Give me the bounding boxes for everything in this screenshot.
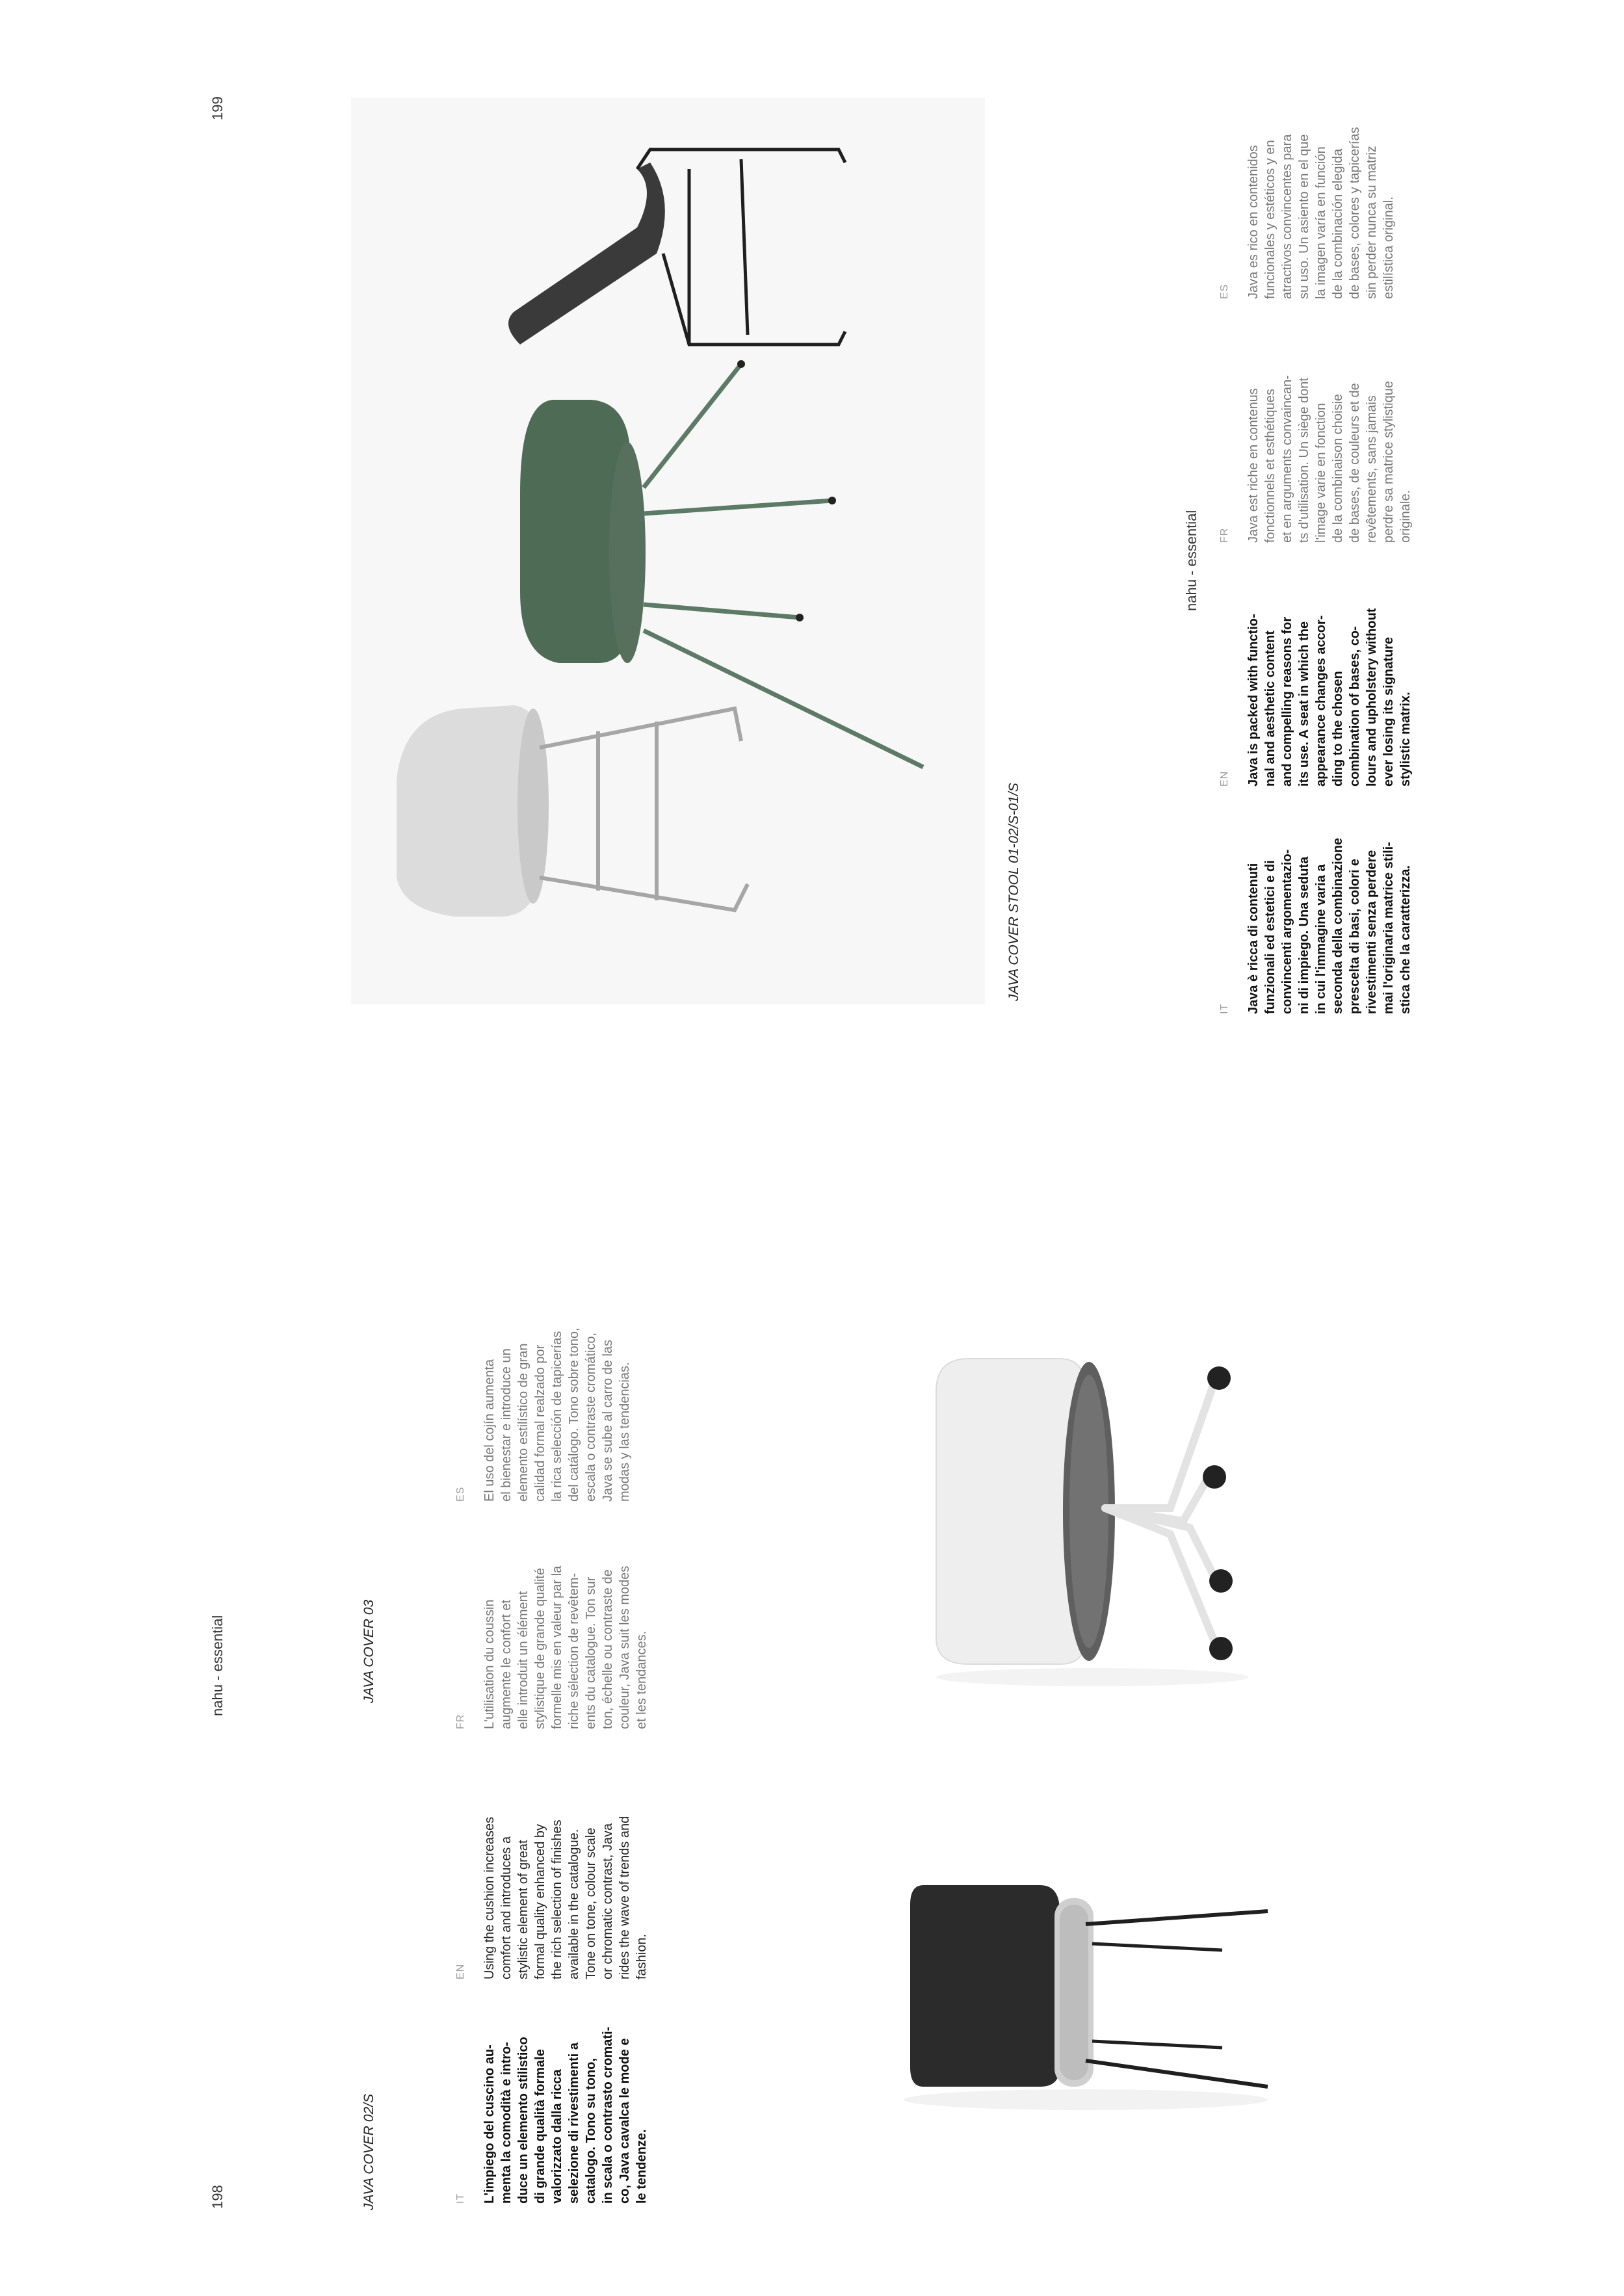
paragraph-en-right: Java is packed with functio- nal and aesthetic content and compelling reasons for its use. A seat in which the appearance changes accor- ding to the chosen combination of bases, co- lours and upholstery without ever losing its signature stylistic matrix. [1246,608,1413,787]
paragraph-it-right: Java è ricca di contenuti funzionali ed estetici e di convincenti argomentazio- ni di impiego. Una seduta in cui l'immagine varia a seconda della combinazione prescelta di basi, colori e rivestimenti senza perdere mai l'originaria matrice stili- stica che la caratterizza. [1246,837,1413,1014]
lang-label-it: IT [455,2193,466,2204]
caption-java-cover-stool: JAVA COVER STOOL 01-02/S-01/S [1006,783,1021,1001]
chair-white-castor-illustration [910,1339,1274,1703]
page-header-left: nahu - essential [209,1615,226,1716]
lang-label-en: EN [455,1963,466,1979]
photo-java-cover-stool [351,98,985,1004]
caption-java-cover-02s: JAVA COVER 02/S [361,2094,376,2210]
stools-illustration [351,98,985,1004]
chair-black-illustration [884,1872,1287,2119]
photo-java-cover-02s [884,1872,1287,2119]
lang-label-fr: FR [455,1714,466,1729]
lang-label-es-right: ES [1219,283,1230,299]
caption-java-cover-03: JAVA COVER 03 [361,1599,376,1703]
page-number-left: 198 [209,2185,226,2209]
lang-label-en-right: EN [1219,770,1230,787]
photo-java-cover-03 [910,1339,1274,1703]
paragraph-es-right: Java es rico en contenidos funcionales y estéticos y en atractivos convincentes para su uso. Un asiento en el que la imagen varía en función de la combinación elegida de bases, colores y tapicerías sin perder nunca su matriz estilística original. [1246,127,1396,299]
page-number-right: 199 [209,96,226,120]
paragraph-fr: L'utilisation du coussin augmente le confort et elle introduit un élément stylistique de grande qualité formelle mis en valeur par la riche sélection de revêtem- ents du catalogue. Ton sur ton, échelle ou contraste de couleur, Java suit les modes et les tendances. [482,1565,649,1729]
lang-label-fr-right: FR [1219,527,1230,543]
paragraph-fr-right: Java est riche en contenus fonctionnels et esthétiques et en arguments convaincan- ts d'utilisation. Un siège dont l'image varie en fonction de la combinaison choisie de bases, de couleurs et de revêtements, sans jamais perdre sa matrice stylistique originale. [1246,375,1413,543]
lang-label-es: ES [455,1486,466,1502]
page-header-right: nahu - essential [1183,510,1199,611]
lang-label-it-right: IT [1219,1003,1230,1014]
paragraph-it: L'impiego del cuscino au- menta la comodità e intro- duce un elemento stilistico di grande qualità formale valorizzato dalla ricca selezione di rivestimenti a catalogo. Tono su tono, in scala o contrasto cromati- co, Java cavalca le mode e le tendenze. [482,2026,649,2204]
text-block-es-right [1219,0,1397,299]
paragraph-es: El uso del cojín aumenta el bienestar e introduce un elemento estilístico de gran calidad formal realzado por la rica selección de tapicerías del catálogo. Tono sobre tono, escala o contraste cromático, Java se sube al carro de las modas y las tendencias. [482,1327,632,1502]
paragraph-en: Using the cushion increases comfort and introduces a stylistic element of great formal quality enhanced by the rich selection of finishes available in the catalogue. Tone on tone, colour scale or chromatic contrast, Java rides the wave of trends and fashion. [482,1816,649,1979]
text-block-es-left [455,1203,633,1502]
